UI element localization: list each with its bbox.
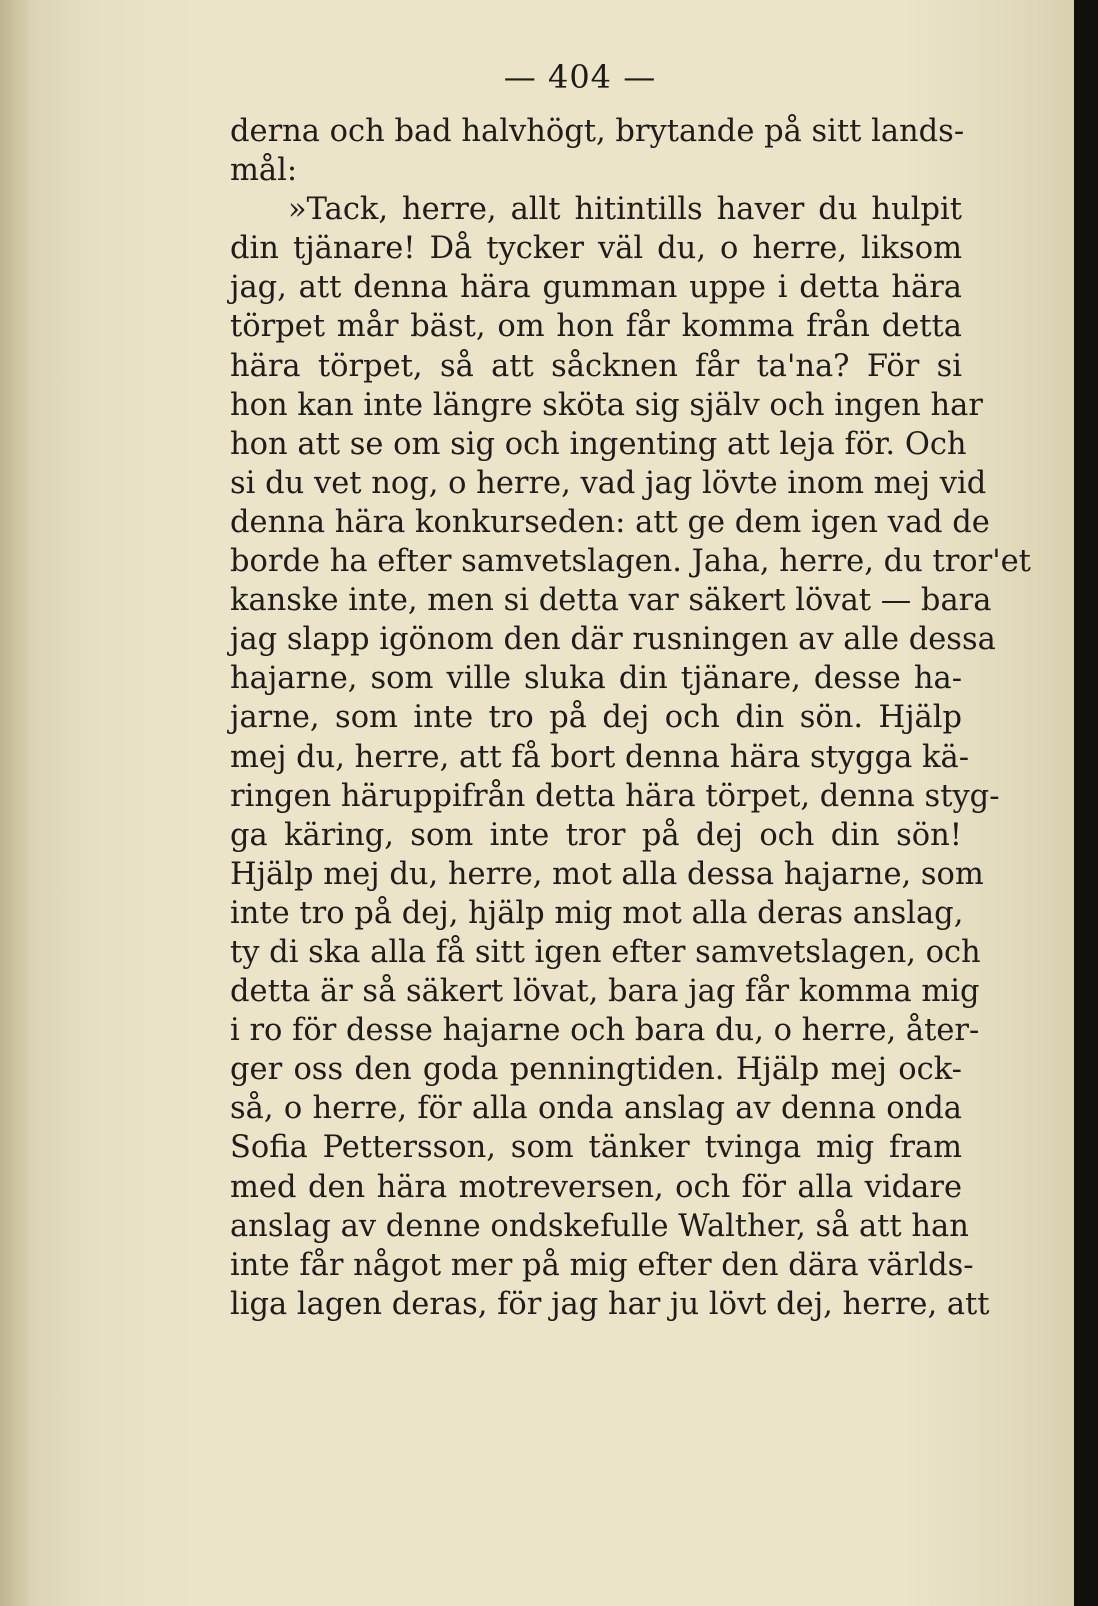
text-line: jag, att denna hära gumman uppe i detta hära — [230, 270, 962, 306]
page-binding-shadow — [0, 0, 30, 1606]
text-line: ty di ska alla få sitt igen efter samvetslagen, och — [230, 934, 981, 970]
text-line: hajarne, som ville sluka din tjänare, desse ha- — [230, 661, 962, 697]
body-text — [230, 112, 1031, 1324]
text-line: inte tro på dej, hjälp mig mot alla deras anslag, — [230, 895, 964, 931]
text-line: anslag av denne ondskefulle Walther, så att han — [230, 1208, 969, 1244]
text-line: med den hära motreversen, och för alla vidare — [230, 1169, 962, 1205]
text-line: liga lagen deras, för jag har ju lövt dej, herre, att — [230, 1286, 990, 1322]
text-line: Hjälp mej du, herre, mot alla dessa hajarne, som — [230, 856, 984, 892]
text-line: törpet mår bäst, om hon får komma från detta — [230, 309, 962, 345]
text-line: »Tack, herre, allt hitintills haver du hulpit — [288, 192, 962, 228]
text-line: så, o herre, för alla onda anslag av denna onda — [230, 1091, 962, 1127]
text-line: hära törpet, så att såcknen får ta'na? För si — [230, 348, 962, 384]
scan-border — [1074, 0, 1098, 1606]
text-line: derna och bad halvhögt, brytande på sitt lands- — [230, 114, 965, 149]
text-line: hon kan inte längre sköta sig själv och ingen har — [230, 387, 983, 423]
text-line: ger oss den goda penningtiden. Hjälp mej ock- — [230, 1052, 962, 1088]
text-line: detta är så säkert lövat, bara jag får komma mig — [230, 974, 980, 1010]
text-line: din tjänare! Då tycker väl du, o herre, liksom — [230, 231, 962, 267]
text-line: jag slapp igönom den där rusningen av alle dessa — [230, 622, 996, 658]
text-line: inte får något mer på mig efter den dära världs- — [230, 1247, 974, 1283]
text-line: mej du, herre, att få bort denna hära stygga kä- — [230, 739, 970, 775]
text-line: kanske inte, men si detta var säkert lövat — bara — [230, 583, 992, 619]
text-line: mål: — [230, 153, 298, 189]
text-line: ga käring, som inte tror på dej och din sön! — [230, 817, 962, 853]
page-number: — 404 — — [503, 58, 657, 96]
text-line: i ro för desse hajarne och bara du, o herre, åter- — [230, 1013, 980, 1049]
text-line: ringen häruppifrån detta hära törpet, denna styg- — [230, 778, 1000, 814]
text-line: denna hära konkurseden: att ge dem igen vad de — [230, 504, 990, 540]
text-line: borde ha efter samvetslagen. Jaha, herre, du tror'et — [230, 544, 1031, 580]
text-line: si du vet nog, o herre, vad jag lövte inom mej vid — [230, 465, 987, 501]
text-line: Sofia Pettersson, som tänker tvinga mig fram — [230, 1130, 962, 1166]
text-line: hon att se om sig och ingenting att leja för. Och — [230, 426, 967, 462]
text-line: jarne, som inte tro på dej och din sön. Hjälp — [230, 700, 962, 736]
